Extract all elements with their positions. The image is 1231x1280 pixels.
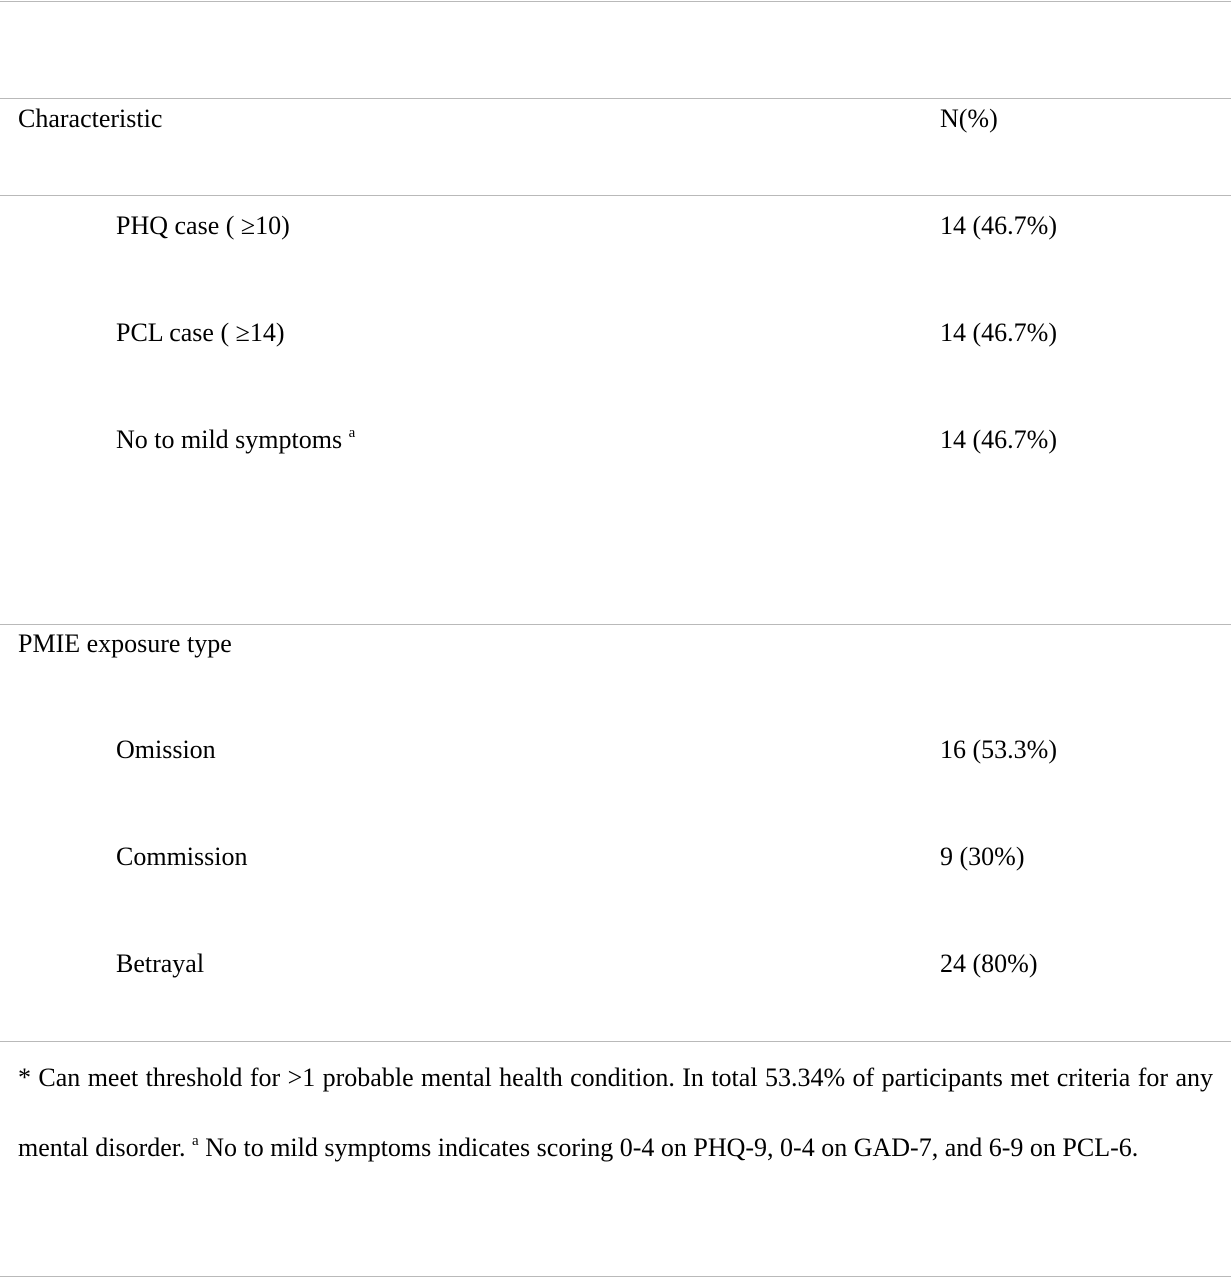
- row-value-pcl: 14 (46.7%): [940, 318, 1057, 347]
- superscript-marker: a: [348, 425, 356, 441]
- row-label-betrayal: Betrayal: [116, 949, 205, 978]
- header-characteristic: Characteristic: [18, 104, 163, 133]
- section-divider-rule: [0, 624, 1231, 625]
- row-label-no-mild: [116, 427, 355, 453]
- table-footnote: [18, 1043, 1213, 1187]
- row-value-omission: 16 (53.3%): [940, 735, 1057, 764]
- header-n-percent: N(%): [940, 104, 998, 133]
- table-bottom-rule: [0, 1041, 1231, 1042]
- row-label-pcl: PCL case ( ≥14): [116, 318, 285, 347]
- row-label-no-mild-text: No to mild symptoms: [116, 425, 343, 454]
- row-value-phq: 14 (46.7%): [940, 211, 1057, 240]
- footnote-superscript: a: [192, 1133, 199, 1149]
- row-label-commission: Commission: [116, 842, 248, 871]
- row-label-phq: PHQ case ( ≥10): [116, 211, 290, 240]
- footnote-part1: * Can meet threshold for >1 probable mental health condition. In total 53.34% of participants met criteria for any mental disorder.: [18, 1063, 1213, 1162]
- row-value-no-mild: 14 (46.7%): [940, 425, 1057, 454]
- row-label-omission: Omission: [116, 735, 216, 764]
- footnote-part2: No to mild symptoms indicates scoring 0-4 on PHQ-9, 0-4 on GAD-7, and 6-9 on PCL-6.: [205, 1133, 1139, 1162]
- header-bottom-rule: [0, 195, 1231, 196]
- row-value-betrayal: 24 (80%): [940, 949, 1038, 978]
- section-heading-pmie: PMIE exposure type: [18, 629, 232, 658]
- header-top-rule: [0, 98, 1231, 99]
- page-bottom-rule: [0, 1276, 1231, 1277]
- row-value-commission: 9 (30%): [940, 842, 1025, 871]
- table-top-rule: [0, 1, 1231, 2]
